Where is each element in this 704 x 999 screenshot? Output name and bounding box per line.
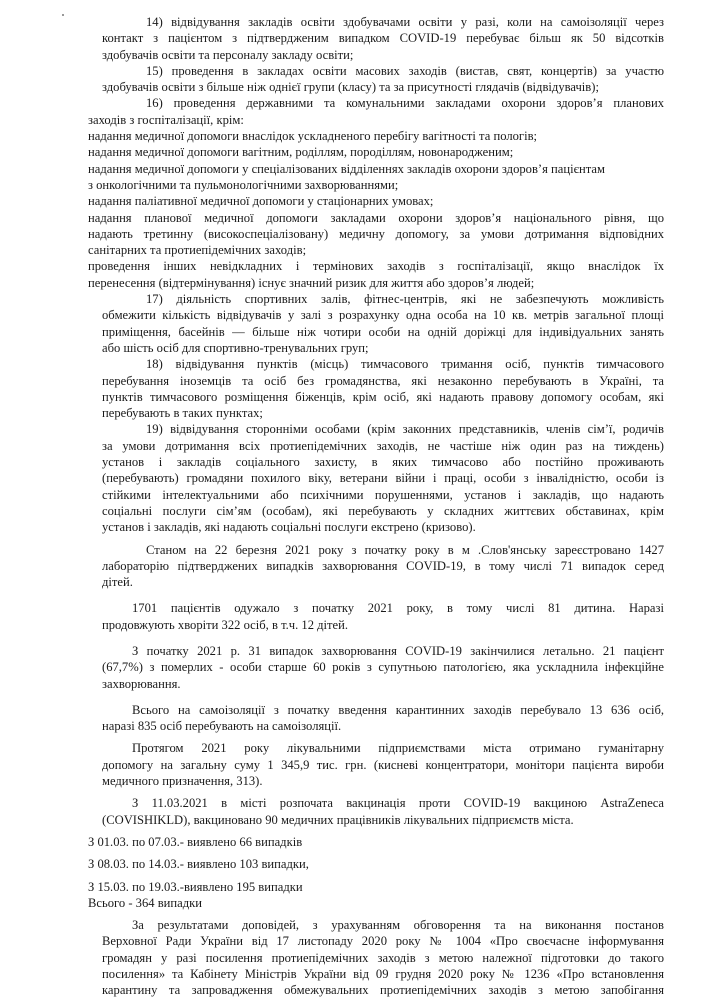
text-line: З 08.03. по 14.03.- виявлено 103 випадки, [88, 857, 309, 872]
text-line: здобувачів освіти з більше ніж однієї групи (класу) та за присутності глядачів (відвідувачів); [102, 80, 599, 95]
text-line: з онкологічними та пульмонологічними захворюваннями; [88, 177, 399, 192]
text-line: надання медичної допомоги у спеціалізованих відділеннях закладів охорони здоров’я пацієнтам [88, 161, 605, 176]
text-line: надання медичної допомоги вагітним, роділлям, породіллям, новонародженим; [88, 145, 514, 160]
text-line: Всього на самоізоляції з початку введення карантинних заходів перебувало 13 636 осіб, [132, 702, 664, 717]
text-line: контакт з пацієнтом з підтвердженим випадком COVID-19 перебуває більш як 50 відсотків [102, 31, 664, 46]
text-line: установ і закладів, які надають соціальні послуги екстрено (кризово). [102, 520, 476, 535]
text-line: продовжують хворіти 322 осіб, в т.ч. 12 дітей. [102, 617, 349, 632]
text-line: (COVISHIKLD), вакциновано 90 медичних працівників лікувальних підприємств міста. [102, 812, 574, 827]
text-line: здобувачів освіти та персоналу закладу освіти; [102, 47, 354, 62]
text-line: (перебувають) громадяни похилого віку, ветерани війни і праці, особи з інвалідністю, особи із [102, 471, 664, 486]
text-line: заходів з госпіталізації, крім: [88, 112, 244, 127]
text-line: карантину та запровадження обмежувальних протиепідемічних заходів з метою запобігання [102, 983, 664, 998]
text-line: захворювання. [102, 676, 181, 691]
text-line: надають третинну (високоспеціалізовану) медичну допомогу, за умови дотримання відповідних [88, 226, 664, 241]
text-line: перебування іноземців та осіб без громадянства, які незаконно перебувають в Україні, та [102, 373, 664, 388]
text-line: Станом на 22 березня 2021 року з початку року в м .Слов'янську зареєстровано 1427 [146, 542, 664, 557]
text-line: 15) проведення в закладах освіти масових заходів (вистав, свят, концертів) за участю [146, 63, 664, 78]
text-line: або шість осіб для спортивно-тренувальних груп; [102, 340, 369, 355]
text-line: Всього - 364 випадки [88, 895, 202, 910]
text-line: обмежити кількість відвідувачів у залі з розрахунку одна особа на 10 кв. метрів загальної площі [102, 308, 664, 323]
text-line: дітей. [102, 575, 133, 590]
text-line: З 15.03. по 19.03.-виявлено 195 випадки [88, 879, 303, 894]
text-line: лабораторію підтверджених випадків захворювання COVID-19, в тому числі 71 випадок серед [102, 558, 664, 573]
text-line: (67,7%) з померлих - особи старше 60 років з супутньою патологією, яка ускладнила інфекційне [102, 660, 664, 675]
text-line: стійкими інтелектуальними або психічними порушеннями, установ і закладів, що надають [102, 487, 664, 502]
text-line: 19) відвідування сторонніми особами (крім законних представників, членів сім’ї, родичів [146, 422, 664, 437]
text-line: посилення» та Кабінету Міністрів України від 09 грудня 2020 року № 1236 «Про встановлення [102, 967, 664, 982]
text-line: 16) проведення державними та комунальними закладами охорони здоров’я планових [146, 96, 664, 111]
text-line: пунктів тимчасового розміщення біженців, крім осіб, які надають правову допомогу особам, які [102, 389, 664, 404]
text-line: 1701 пацієнтів одужало з початку 2021 року, в тому числі 81 дитина. Наразі [132, 601, 664, 616]
text-line: за умови дотримання всіх протиепідемічних заходів, не частіше ніж один раз на тиждень) [102, 438, 664, 453]
text-line: Протягом 2021 року лікувальними підприємствами міста отримано гуманітарну [132, 741, 664, 756]
scan-speck [62, 14, 64, 16]
text-line: надання медичної допомоги внаслідок ускладненого перебігу вагітності та пологів; [88, 129, 538, 144]
text-line: допомогу на загальну суму 1 345,9 тис. грн. (кисневі концентратори, монітори пацієнта вироби [102, 757, 664, 772]
text-line: приміщення, басейнів — більше ніж чотири особи на одній доріжці для індивідуальних занять [102, 324, 664, 339]
text-line: 17) діяльність спортивних залів, фітнес-центрів, які не забезпечують можливість [146, 292, 664, 307]
text-line: 18) відвідування пунктів (місць) тимчасового тримання осіб, пунктів тимчасового [146, 357, 664, 372]
text-line: Верховної Ради України від 17 листопаду 2020 року № 1004 «Про своєчасне інформування [102, 934, 664, 949]
text-line: соціальні послуги сім’ям (особам), які перебувають у складних життєвих обставинах, крім [102, 503, 664, 518]
text-line: надання планової медичної допомоги закладами охорони здоров’я національного рівня, що [88, 210, 664, 225]
text-line: медичного призначення, 313). [102, 774, 263, 789]
text-line: перебувають в таких пунктах; [102, 406, 263, 421]
text-line: громадян у разі посилення протиепідемічних заходів з метою належної підготовки до такого [102, 950, 664, 965]
text-line: За результатами доповідей, з урахуванням обговорення та на виконання постанов [132, 918, 664, 933]
text-line: З 01.03. по 07.03.- виявлено 66 випадків [88, 834, 303, 849]
text-line: наразі 835 осіб перебувають на самоізоляції. [102, 719, 342, 734]
text-line: З 11.03.2021 в місті розпочата вакцинація проти COVID-19 вакциною AstraZeneca [132, 796, 664, 811]
text-line: З початку 2021 р. 31 випадок захворювання COVID-19 закінчилися летально. 21 пацієнт [132, 643, 664, 658]
text-line: 14) відвідування закладів освіти здобувачами освіти у разі, коли на самоізоляції через [146, 15, 664, 29]
text-line: перенесення (відтермінування) існує значний ризик для життя або здоров’я людей; [88, 275, 535, 290]
text-line: надання паліативної медичної допомоги у стаціонарних умовах; [88, 194, 434, 209]
text-line: установ і закладів соціального захисту, в яких тимчасово або постійно проживають [102, 455, 664, 470]
text-line: проведення інших невідкладних і термінових заходів з госпіталізації, якщо внаслідок їх [88, 259, 664, 274]
text-line: санітарних та протиепідемічних заходів; [88, 243, 307, 258]
